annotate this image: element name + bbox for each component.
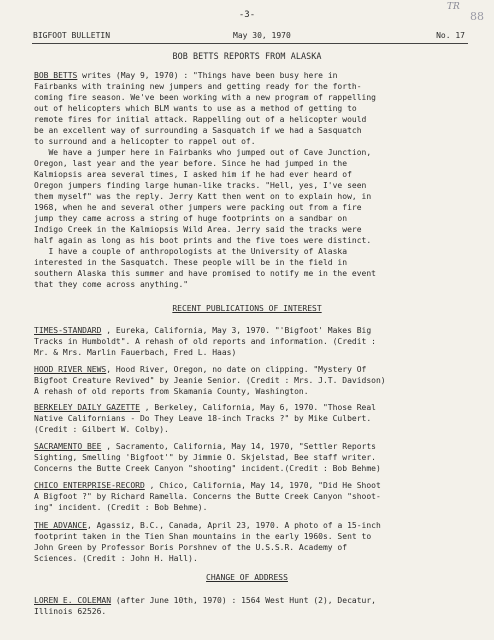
- publication-line: Tracks in Humboldt". A rehash of old reports and information. (Credit :: [34, 337, 376, 346]
- publication-source: THE ADVANCE: [34, 521, 87, 530]
- bulletin-page: TR 88 -3- BIGFOOT BULLETIN May 30, 1970 No. 17 BOB BETTS REPORTS FROM ALASKA BOB BETTS writes (May 9, 1970) : "Things have been busy here in Fairbanks with training new jumpers and getting ready for the forth- coming fire season. We've been working with a new program of rappelling out of helicopters which BLM wants to use as a method of getting to remote fires for initial attack. Rappelling out of a helicopter would be an excellent way of surrounding a Sasquatch if we had a Sasquatch to surround and a helicopter to rappel out of. We have a jumper here in Fairbanks who jumped out of Cave Junction, Oregon, last year and the year before. Since he had jumped in the Kalmiopsis area several times, I asked him if he had ever heard of Oregon jumpers finding large human-like tracks. "Hell, yes, I've seen them myself" was the reply. Jerry Katt then went on to explain how, in 1968, when he and several other jumpers were packing out from a fire jump they came across a string of huge footprints on a sandbar on Indigo Creek in the Kalmiopsis Wild Area. Jerry said the tracks were half again as long as his boot prints and the five toes were distinct. I have a couple of anthropologists at the University of Alaska interested in the Sasquatch. These people will be in the field in southern Alaska this summer and have promised to notify me in the event that they come across anything." RECENT PUBLICATIONS OF INTEREST TIMES-STANDARD , Eureka, California, May 3, 1970. "'Bigfoot' Makes Big Tracks in Humboldt". A rehash of old reports and information. (Credit : Mr. & Mrs. Marlin Fauerbach, Fred L. Haas) HOOD RIVER NEWS, Hood River, Oregon, no date on clipping. "Mystery Of Bigfoot Creature Revived" by Jeanie Senior. (Credit : Mrs. J.T. Davidson) A rehash of old reports from Skamania County, Washington. BERKELEY DAILY GAZETTE , Berkeley, California, May 6, 1970. "Those Real Native Californians - Do They Leave 18-inch Tracks ?" by Mike Culbert. (Credit : Gilbert W. Colby). SACRAMENTO BEE , Sacramento, California, May 14, 1970, "Settler Reports Sighting, Smelling 'Bigfoot'" by Jimmie O. Skjelstad, Bee staff writer. Concerns the Butte Creek Canyon "shooting" incident.(Credit : Bob Behme) CHICO ENTERPRISE-RECORD , Chico, California, May 14, 1970, "Did He Shoot A Bigfoot ?" by Richard Ramella. Concerns the Butte Creek Canyon "shoot- ing" incident. (Credit : Bob Behme). THE ADVANCE, Agassiz, B.C., Canada, April 23, 1970. A photo of a 15-inch footprint taken in the Tien Shan mountains in the early 1960s. Sent to John Green by Professor Boris Porshnev of the U.S.S.R. Academy of Sciences. (Credit : John H. Hall). CHANGE OF ADDRESS LOREN E. COLEMAN (after June 10th, 1970) : 1564 West Hunt (2), Decatur, Illinois 62526.: [0, 0, 494, 640]
- article-title: BOB BETTS REPORTS FROM ALASKA: [172, 51, 322, 61]
- letter-line: them myself" was the reply. Jerry Katt then went on to explain how, in: [34, 192, 372, 201]
- publication-source: BERKELEY DAILY GAZETTE: [34, 403, 140, 412]
- publications-heading: RECENT PUBLICATIONS OF INTEREST: [172, 304, 322, 313]
- letter-line: Oregon, last year and the year before. Since he had jumped in the: [34, 159, 348, 168]
- letter-line: remote fires for initial attack. Rappelling out of a helicopter would: [34, 115, 367, 124]
- publication-line: Mr. & Mrs. Marlin Fauerbach, Fred L. Haas): [34, 348, 237, 357]
- letter-first-line: BOB BETTS writes (May 9, 1970) : "Things have been busy here in: [34, 71, 338, 80]
- letter-line: I have a couple of anthropologists at the University of Alaska: [34, 247, 348, 256]
- page-number: -3-: [238, 10, 256, 20]
- publication-line: Sighting, Smelling 'Bigfoot'" by Jimmie O. Skjelstad, Bee staff writer.: [34, 453, 376, 462]
- letter-line: half again as long as his boot prints and the five toes were distinct.: [34, 236, 372, 245]
- letter-line: interested in the Sasquatch. These people will be in the field in: [34, 258, 348, 267]
- publication-line: Bigfoot Creature Revived" by Jeanie Senior. (Credit : Mrs. J.T. Davidson): [34, 376, 386, 385]
- letter-line: to surround and a helicopter to rappel out of.: [34, 137, 256, 146]
- publication-source: SACRAMENTO BEE: [34, 442, 102, 451]
- publication-line: footprint taken in the Tien Shan mountains in the early 1960s. Sent to: [34, 532, 372, 541]
- letter-line: Kalmiopsis area several times, I asked him if he had ever heard of: [34, 170, 352, 179]
- letter-line: out of helicopters which BLM wants to use as a method of getting to: [34, 104, 357, 113]
- letter-line: Fairbanks with training new jumpers and getting ready for the forth-: [34, 82, 362, 91]
- publication-source: CHICO ENTERPRISE-RECORD: [34, 481, 145, 490]
- letter-line: Indigo Creek in the Kalmiopsis Wild Area. Jerry said the tracks were: [34, 225, 362, 234]
- address-line: Illinois 62526.: [34, 607, 107, 616]
- header-rule: [32, 43, 468, 44]
- letter-line: We have a jumper here in Fairbanks who jumped out of Cave Junction,: [34, 148, 372, 157]
- publication-line: Sciences. (Credit : John H. Hall).: [34, 554, 198, 563]
- publication-source: HOOD RIVER NEWS: [34, 365, 107, 374]
- address-name: LOREN E. COLEMAN: [34, 596, 112, 605]
- letter-line: 1968, when he and several other jumpers were packing out from a fire: [34, 203, 362, 212]
- publication-line: ing" incident. (Credit : Bob Behme).: [34, 503, 208, 512]
- publication-source: TIMES-STANDARD: [34, 326, 102, 335]
- publication-line: John Green by Professor Boris Porshnev of the U.S.S.R. Academy of: [34, 543, 348, 552]
- author-name: BOB BETTS: [34, 71, 78, 80]
- letter-line: be an excellent way of surrounding a Sasquatch if we had a Sasquatch: [34, 126, 362, 135]
- letter-line: coming fire season. We've been working with a new program of rappelling: [34, 93, 376, 102]
- handwritten-page-mark: 88: [470, 10, 484, 23]
- bulletin-name: BIGFOOT BULLETIN: [33, 31, 111, 40]
- letter-line: that they come across anything.": [34, 280, 189, 289]
- handwritten-note-top: TR: [447, 2, 460, 12]
- publication-line: Concerns the Butte Creek Canyon "shooting" incident.(Credit : Bob Behme): [34, 464, 381, 473]
- publication-line: Native Californians - Do They Leave 18-inch Tracks ?" by Mike Culbert.: [34, 414, 372, 423]
- bulletin-issue: No. 17: [436, 31, 465, 40]
- publication-line: A Bigfoot ?" by Richard Ramella. Concerns the Butte Creek Canyon "shoot-: [34, 492, 381, 501]
- bulletin-date: May 30, 1970: [233, 31, 291, 40]
- change-of-address-heading: CHANGE OF ADDRESS: [206, 573, 288, 582]
- publication-line: A rehash of old reports from Skamania County, Washington.: [34, 387, 309, 396]
- bulletin-header: [33, 31, 465, 41]
- letter-line: jump they came across a string of huge footprints on a sandbar on: [34, 214, 348, 223]
- letter-line: Oregon jumpers finding large human-like tracks. "Hell, yes, I've seen: [34, 181, 367, 190]
- letter-line: southern Alaska this summer and have promised to notify me in the event: [34, 269, 376, 278]
- publication-line: (Credit : Gilbert W. Colby).: [34, 425, 169, 434]
